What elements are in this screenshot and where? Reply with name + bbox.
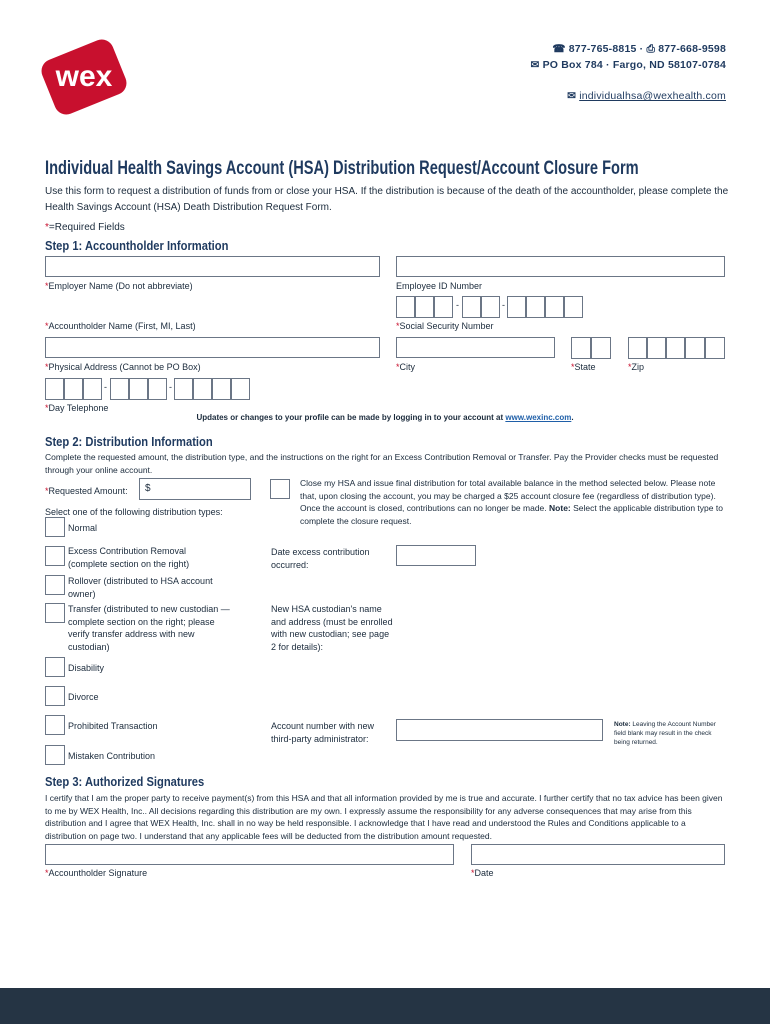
address-label: *Physical Address (Cannot be PO Box) <box>45 362 201 372</box>
phone-icon: ☎ <box>552 43 566 55</box>
requested-amount-field[interactable] <box>139 478 251 500</box>
phone-digit[interactable] <box>212 378 231 400</box>
ssn-digit[interactable] <box>396 296 415 318</box>
state-digit[interactable] <box>591 337 611 359</box>
required-note: *=Required Fields <box>45 222 125 233</box>
city-label: *City <box>396 362 416 372</box>
normal-label: Normal <box>68 523 98 533</box>
phone-digit[interactable] <box>148 378 167 400</box>
date-label: *Date <box>471 868 494 878</box>
signature-field[interactable] <box>45 844 454 865</box>
rollover-checkbox[interactable] <box>45 575 65 595</box>
account-number-label: Account number with new third-party administrator: <box>271 721 375 744</box>
state-digit[interactable] <box>571 337 591 359</box>
phone-digit[interactable] <box>64 378 83 400</box>
mistaken-checkbox[interactable] <box>45 745 65 765</box>
zip-digit[interactable] <box>666 337 685 359</box>
contact-phones <box>552 43 726 56</box>
employee-id-field[interactable] <box>396 256 725 277</box>
mail-box-icon: ✉ <box>530 59 540 71</box>
contact-email[interactable] <box>567 90 726 102</box>
state-label: *State <box>571 362 596 372</box>
ssn-dash: - <box>502 300 505 310</box>
close-account-checkbox[interactable] <box>270 479 290 499</box>
fax-icon: ⎙ <box>646 43 656 55</box>
zip-digit[interactable] <box>685 337 705 359</box>
envelope-icon: ✉ <box>567 90 577 102</box>
disability-label: Disability <box>68 663 105 673</box>
excess-label: Excess Contribution Removal (complete section on the right) <box>68 546 190 569</box>
transfer-label: Transfer (distributed to new custodian — complete section on the right; please verify transfer address with new custodian) <box>68 604 230 652</box>
employer-name-label: *Employer Name (Do not abbreviate) <box>45 281 193 291</box>
email-link[interactable]: individualhsa@wexhealth.com <box>579 90 726 102</box>
footer-bar <box>0 988 770 1024</box>
divorce-label: Divorce <box>68 692 99 702</box>
zip-digit[interactable] <box>705 337 725 359</box>
wexinc-link[interactable]: www.wexinc.com <box>505 413 572 422</box>
mistaken-label: Mistaken Contribution <box>68 751 156 761</box>
phone-number: 877-765-8815 · <box>568 43 644 55</box>
contact-address: ✉ PO Box 784 · Fargo, ND 58107-0784 <box>530 59 726 71</box>
ssn-digit[interactable] <box>434 296 453 318</box>
form-title: Individual Health Savings Account (HSA) Distribution Request/Account Closure Form <box>45 158 639 179</box>
intro-text: Use this form to request a distribution of funds from or close your HSA. If the distribution is because of the death of the accountholder, please complete the Health Savings Account (HSA) Death Distribution Request Form. <box>45 186 729 213</box>
address-field[interactable] <box>45 337 380 358</box>
zip-digit[interactable] <box>628 337 647 359</box>
excess-date-label: Date excess contribution occurred: <box>271 547 370 570</box>
ssn-digit[interactable] <box>462 296 481 318</box>
ssn-digit[interactable] <box>507 296 526 318</box>
account-note: Note: Leaving the Account Number field blank may result in the check being returned. <box>614 721 716 746</box>
divorce-checkbox[interactable] <box>45 686 65 706</box>
close-account-text: Close my HSA and issue final distribution for total available balance in the method selected below. Please note that, upon closing the account, you may be charged a $25 account closure fee (regardless of distribution type). Once the account is closed, contributions can no longer be made. Note: Select the applicable distribution type to complete the closure request. <box>300 478 723 526</box>
ssn-dash: - <box>456 300 459 310</box>
step1-heading: Step 1: Accountholder Information <box>45 238 229 253</box>
zip-digit[interactable] <box>647 337 666 359</box>
step3-heading: Step 3: Authorized Signatures <box>45 774 205 789</box>
phone-dash: - <box>104 382 107 392</box>
custodian-label: New HSA custodian's name and address (must be enrolled with new custodian; see page 2 for details): <box>271 604 393 652</box>
account-number-field[interactable] <box>396 719 603 741</box>
ssn-label: *Social Security Number <box>396 321 494 331</box>
normal-checkbox[interactable] <box>45 517 65 537</box>
prohibited-checkbox[interactable] <box>45 715 65 735</box>
accountholder-name-label: *Accountholder Name (First, MI, Last) <box>45 321 196 331</box>
excess-checkbox[interactable] <box>45 546 65 566</box>
phone-digit[interactable] <box>45 378 64 400</box>
phone-digit[interactable] <box>83 378 102 400</box>
ssn-digit[interactable] <box>481 296 500 318</box>
ssn-digit[interactable] <box>545 296 564 318</box>
city-field[interactable] <box>396 337 555 358</box>
ssn-digit[interactable] <box>564 296 583 318</box>
phone-digit[interactable] <box>193 378 212 400</box>
phone-dash: - <box>169 382 172 392</box>
requested-amount-label: *Requested Amount: <box>45 486 128 496</box>
update-note: Updates or changes to your profile can be made by logging in to your account at www.wexinc.com. <box>196 413 574 422</box>
phone-digit[interactable] <box>231 378 250 400</box>
ssn-digit[interactable] <box>415 296 434 318</box>
rollover-label: Rollover (distributed to HSA account owner) <box>68 576 213 599</box>
wex-logo <box>38 38 130 116</box>
disability-checkbox[interactable] <box>45 657 65 677</box>
step2-intro: Complete the requested amount, the distribution type, and the instructions on the right for an Excess Contribution Removal or Transfer. Pay the Provider checks must be requested through your online account. <box>45 452 719 475</box>
fax-number: 877-668-9598 <box>658 43 726 55</box>
currency-symbol: $ <box>145 483 151 494</box>
phone-digit[interactable] <box>174 378 193 400</box>
excess-date-field[interactable] <box>396 545 476 566</box>
zip-label: *Zip <box>628 362 645 372</box>
phone-digit[interactable] <box>110 378 129 400</box>
svg-text:wex: wex <box>55 60 113 93</box>
signature-label: *Accountholder Signature <box>45 868 148 878</box>
step2-heading: Step 2: Distribution Information <box>45 434 213 449</box>
ssn-digit[interactable] <box>526 296 545 318</box>
employee-id-label: Employee ID Number <box>396 281 483 291</box>
select-type-label: Select one of the following distribution types: <box>45 507 223 517</box>
employer-name-field[interactable] <box>45 256 380 277</box>
certification-text: I certify that I am the proper party to receive payment(s) from this HSA and that all information provided by me is true and accurate. I further certify that no tax advice has been given to me by WEX Health, Inc.. All decisions regarding this distribution are my own. I expressly assume the responsibility for any adverse consequences that may arise from this distribution and I agree that WEX Health, Inc. shall in no way be held responsible. I acknowledge that I have read and understood the Rules and Conditions applicable to a distribution on page two. I understand that any applicable fees will be deducted from the distribution amount requested. <box>45 793 723 841</box>
prohibited-label: Prohibited Transaction <box>68 721 158 731</box>
transfer-checkbox[interactable] <box>45 603 65 623</box>
phone-digit[interactable] <box>129 378 148 400</box>
phone-label: *Day Telephone <box>45 403 109 413</box>
date-field[interactable] <box>471 844 725 865</box>
